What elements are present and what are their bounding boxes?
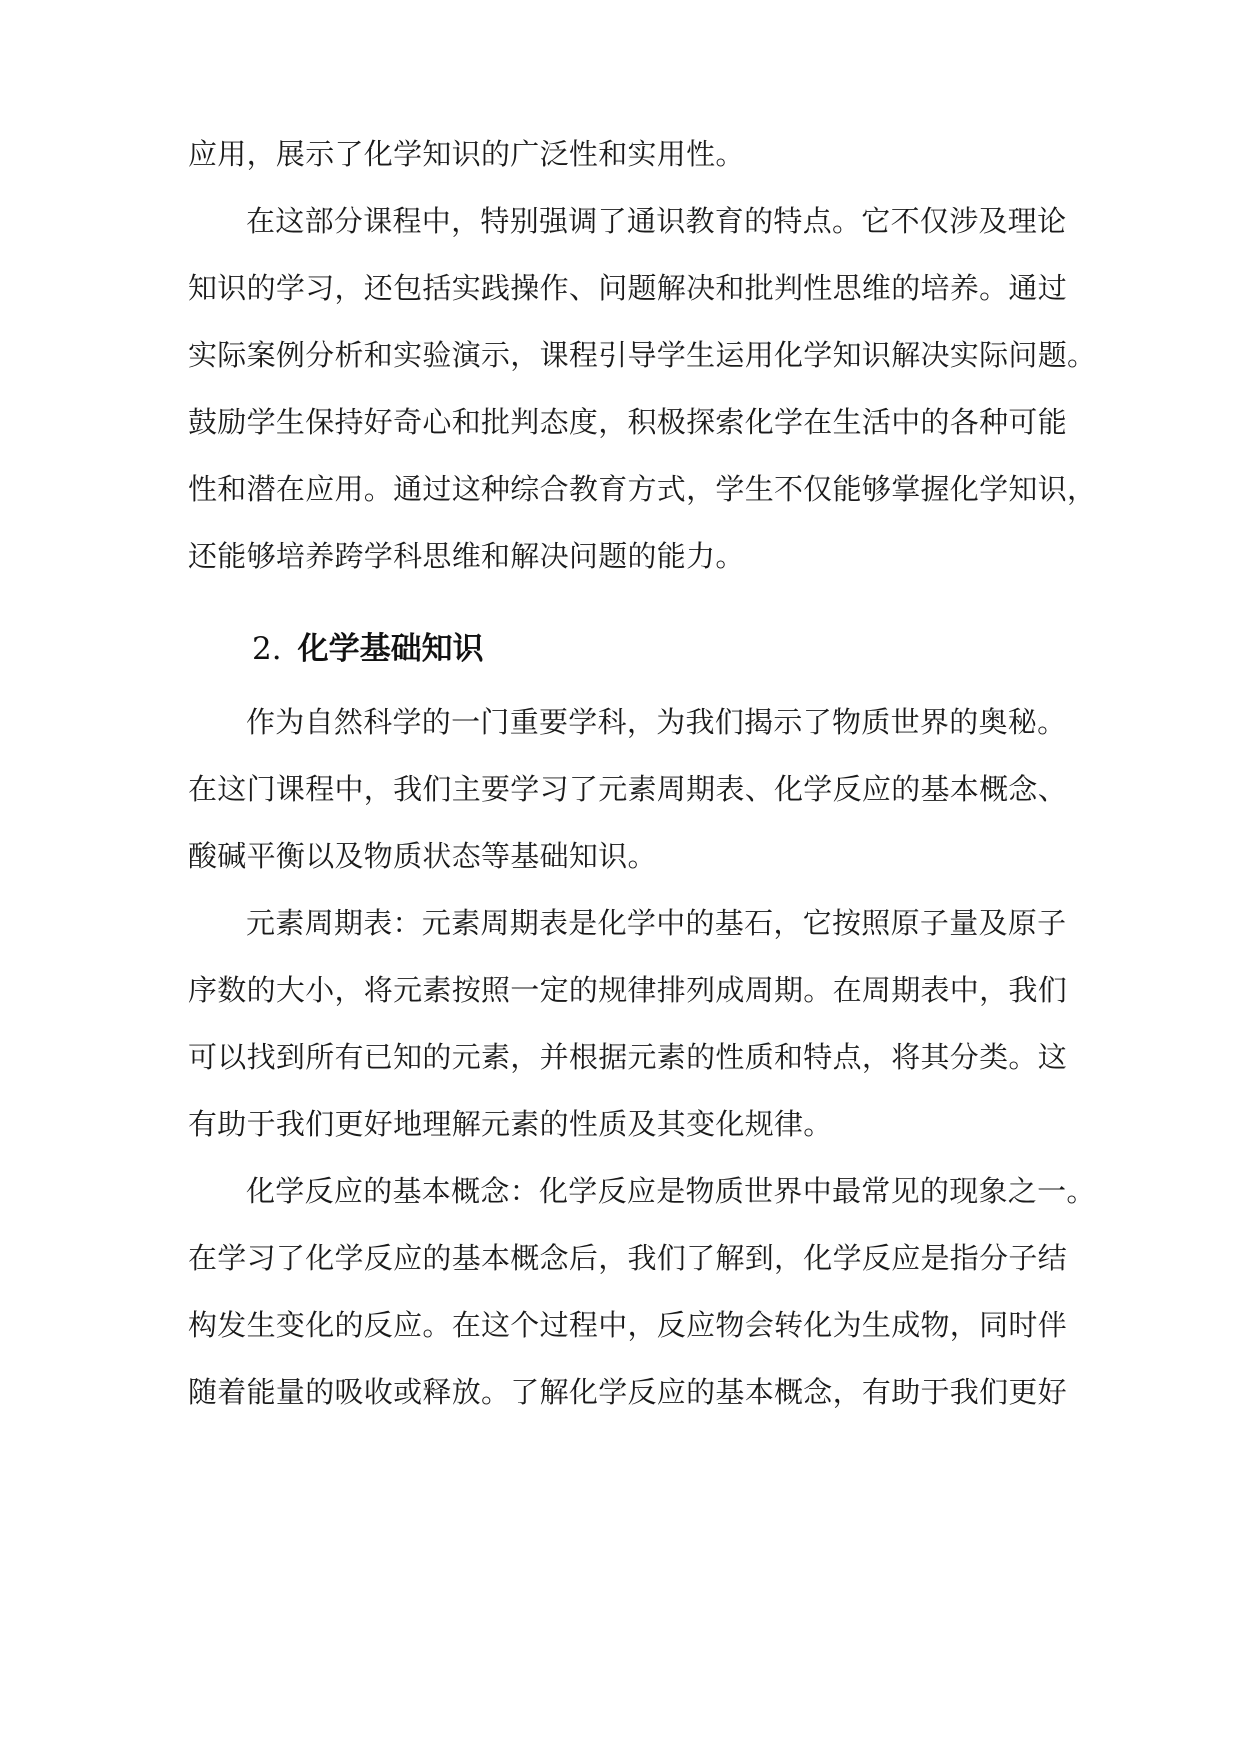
text-line: 构发生变化的反应。在这个过程中，反应物会转化为生成物，同时伴 bbox=[188, 1308, 1068, 1342]
text-line: 应用，展示了化学知识的广泛性和实用性。 bbox=[188, 137, 745, 171]
text-line: 可以找到所有已知的元素，并根据元素的性质和特点，将其分类。这 bbox=[188, 1040, 1068, 1074]
text-line: 酸碱平衡以及物质状态等基础知识。 bbox=[188, 839, 657, 873]
text-line: 在这门课程中，我们主要学习了元素周期表、化学反应的基本概念、 bbox=[188, 772, 1068, 806]
text-line: 随着能量的吸收或释放。了解化学反应的基本概念，有助于我们更好 bbox=[188, 1375, 1068, 1409]
text-line: 知识的学习，还包括实践操作、问题解决和批判性思维的培养。通过 bbox=[188, 271, 1068, 305]
section-heading bbox=[252, 630, 952, 668]
text-line: 化学反应的基本概念：化学反应是物质世界中最常见的现象之一。 bbox=[246, 1174, 1096, 1208]
text-line: 在学习了化学反应的基本概念后，我们了解到，化学反应是指分子结 bbox=[188, 1241, 1068, 1275]
text-line: 元素周期表：元素周期表是化学中的基石，它按照原子量及原子 bbox=[246, 906, 1067, 940]
text-line: 鼓励学生保持好奇心和批判态度，积极探索化学在生活中的各种可能 bbox=[188, 405, 1068, 439]
text-line: 还能够培养跨学科思维和解决问题的能力。 bbox=[188, 539, 745, 573]
text-line: 有助于我们更好地理解元素的性质及其变化规律。 bbox=[188, 1107, 833, 1141]
text-line: 在这部分课程中，特别强调了通识教育的特点。它不仅涉及理论 bbox=[246, 204, 1067, 238]
text-line: 性和潜在应用。通过这种综合教育方式，学生不仅能够掌握化学知识， bbox=[188, 472, 1097, 506]
section-number: 2. bbox=[252, 631, 282, 667]
text-line: 序数的大小，将元素按照一定的规律排列成周期。在周期表中，我们 bbox=[188, 973, 1068, 1007]
text-line: 实际案例分析和实验演示，课程引导学生运用化学知识解决实际问题。 bbox=[188, 338, 1097, 372]
section-title: 化学基础知识 bbox=[297, 631, 484, 667]
text-line: 作为自然科学的一门重要学科，为我们揭示了物质世界的奥秘。 bbox=[246, 705, 1067, 739]
